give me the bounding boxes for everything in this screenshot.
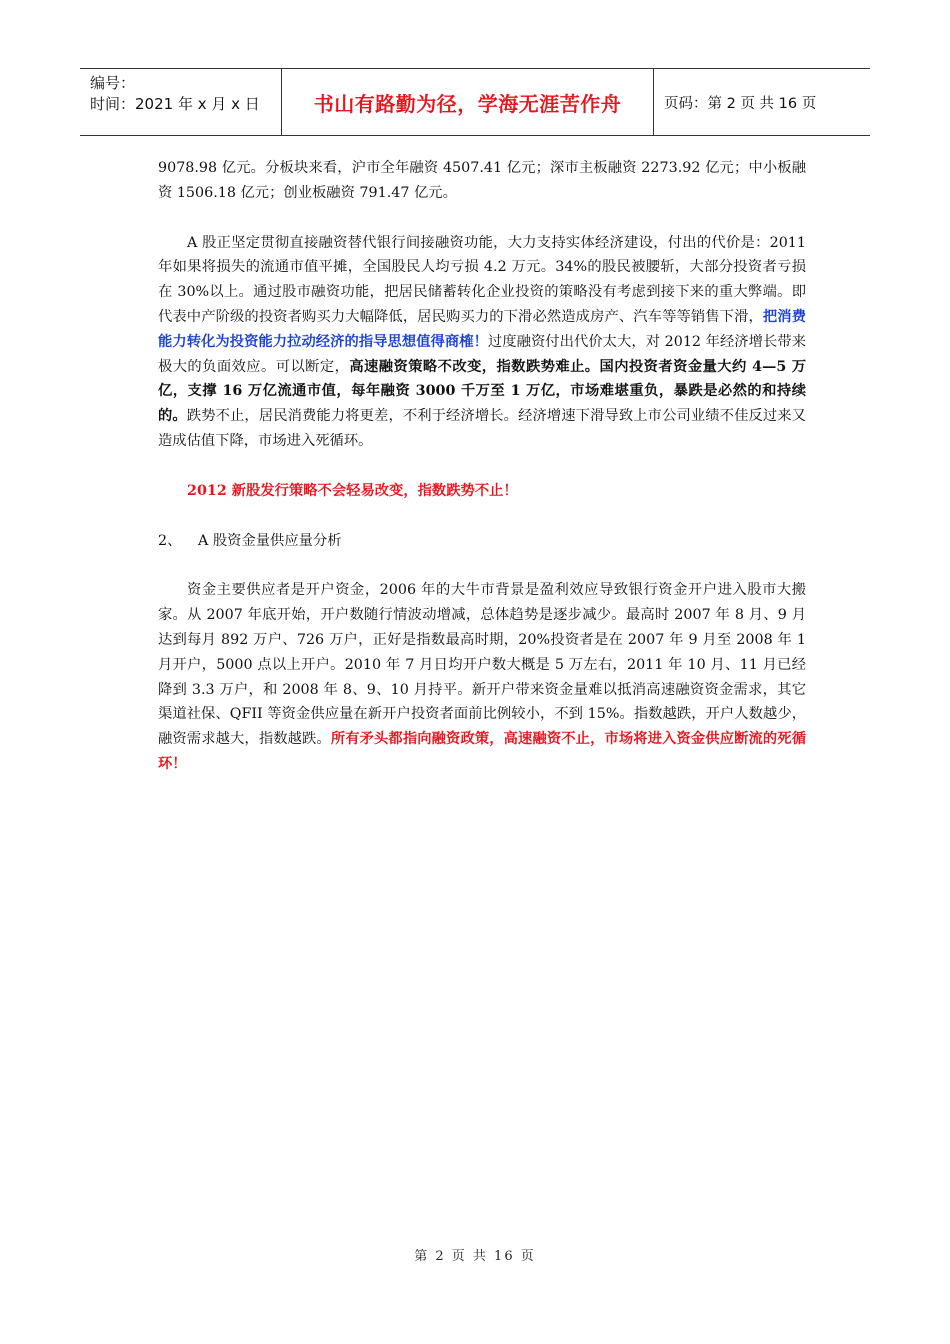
header-page-number: 页码：第 2 页 共 16 页 [664, 95, 817, 112]
document-body [158, 156, 806, 777]
highlight-bold: 高速融资策略不改变，指数跌势难止。国内投资者资金量大约 4—5 万亿，支撑 16 万亿流通市值，每年融资 3000 千万至 1 万亿，市场难堪重负，暴跌是必然的和持续的。 [158, 358, 806, 425]
header-motto: 书山有路勤为径，学海无涯苦作舟 [282, 69, 654, 135]
section-heading [158, 529, 806, 554]
red-conclusion: 2012 新股发行策略不会轻易改变，指数跌势不止！ [187, 482, 518, 499]
text-run: 跌势不止，居民消费能力将更差，不利于经济增长。经济增速下滑导致上市公司业绩不佳反过来又造成估值下降，市场进入死循环。 [158, 408, 807, 449]
paragraph-fund-supply [158, 578, 806, 776]
paragraph-a-share-cost [158, 231, 806, 454]
header-info [80, 69, 282, 135]
highlight-blue: 把消费能力转化为投资能力拉动经济的指导思想值得商榷！ [158, 308, 807, 350]
highlight-red: 所有矛头都指向融资政策，高速融资不止，市场将进入资金供应断流的死循环！ [158, 731, 806, 772]
section-title: A 股资金量供应量分析 [198, 532, 342, 549]
text-run: A 股正坚定贯彻直接融资替代银行间接融资功能，大力支持实体经济建设，付出的代价是：2011 年如果将损失的流通市值平摊，全国股民人均亏损 4.2 万元。34%的股民被腰斩，大部分投资者亏损在 30%以上。通过股市融资功能，把居民储蓄转化企业投资的策略没有考虑到接下来的重大弊端。即代表中产阶级的投资者购买力大幅降低，居民购买力的下滑必然造成房产、汽车等等销售下滑， [158, 234, 806, 325]
text-run: 过度融资付出代价太大，对 2012 年经济增长带来极大的负面效应。可以断定， [158, 333, 806, 375]
text-run: 资金主要供应者是开户资金，2006 年的大牛市背景是盈利效应导致银行资金开户进入股市大搬家。从 2007 年底开始，开户数随行情波动增减，总体趋势是逐步减少。最高时 2007 年 8 月、9 月达到每月 892 万户、726 万户，正好是指数最高时期，20%投资者是在 2007 年 9 月至 2008 年 1 月开户，5000 点以上开户。2010 年 7 月日均开户数大概是 5 万左右，2011 年 10 月、11 月已经降到 3.3 万户，和 2008 年 8、9、10 月持平。新开户带来资金量难以抵消高速融资资金需求，其它渠道社保、QFII 等资金供应量在新开户投资者面前比例较小，不到 15%。指数越跌，开户人数越少，融资需求越大，指数越跌。 [158, 582, 806, 748]
doc-number-label: 编号： [90, 74, 136, 92]
doc-date-label: 时间：2021 年 x 月 x 日 [90, 95, 260, 113]
paragraph-financing-totals: 9078.98 亿元。分板块来看，沪市全年融资 4507.41 亿元；深市主板融资 2273.92 亿元；中小板融资 1506.18 亿元；创业板融资 791.47 亿元。 [158, 160, 806, 201]
page-header [80, 68, 870, 136]
section-number: 2、 [158, 532, 182, 549]
page-footer: 第 2 页 共 16 页 [414, 1249, 536, 1264]
